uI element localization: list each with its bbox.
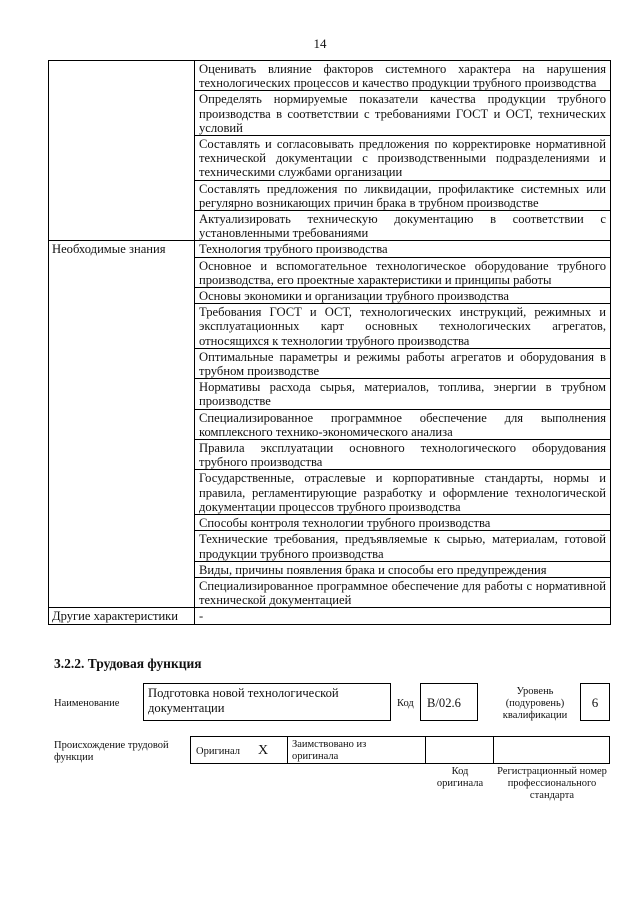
other-characteristics-value: - — [195, 608, 611, 624]
skill-cell: Актуализировать техническую документацию в соответствии с установленными требованиями — [195, 211, 611, 241]
origin-label: Происхождение трудовой функции — [54, 740, 169, 763]
divider — [287, 736, 288, 764]
code-box: В/02.6 — [420, 683, 478, 721]
knowledge-cell: Технические требования, предъявляемые к сырью, материалам, готовой продукции трубного производства — [195, 531, 611, 561]
original-mark: Х — [258, 743, 269, 758]
knowledge-cell: Оптимальные параметры и режимы работы агрегатов и оборудования в трубном производстве — [195, 348, 611, 378]
knowledge-cell: Основы экономики и организации трубного производства — [195, 288, 611, 304]
knowledge-cell: Нормативы расхода сырья, материалов, топлива, энергии в трубном производстве — [195, 379, 611, 409]
knowledge-cell: Способы контроля технологии трубного производства — [195, 515, 611, 531]
table-row — [49, 608, 611, 624]
section-heading: 3.2.2. Трудовая функция — [54, 656, 202, 671]
knowledge-cell: Виды, причины появления брака и способы его предупреждения — [195, 561, 611, 577]
table-row — [49, 241, 611, 257]
name-label: Наименование — [54, 698, 120, 709]
knowledge-cell: Требования ГОСТ и ОСТ, технологических инструкций, режимных и эксплуатационных карт основных технологических агрегатов, относящихся к технологии трубного производства — [195, 304, 611, 349]
table-row — [49, 61, 611, 91]
skill-cell: Определять нормируемые показатели качества продукции трубного производства в соответствии с требованиями ГОСТ и ОСТ, технических условий — [195, 91, 611, 136]
code-original-label: Код оригинала — [436, 766, 484, 789]
empty-label-cell — [49, 61, 195, 241]
original-label: Оригинал — [196, 746, 240, 757]
knowledge-cell: Технология трубного производства — [195, 241, 611, 257]
knowledge-cell: Правила эксплуатации основного технологического оборудования трубного производства — [195, 440, 611, 470]
borrowed-label: Заимствовано из оригинала — [292, 739, 367, 762]
divider — [493, 736, 494, 764]
level-label: Уровень (подуровень) квалификации — [502, 686, 568, 721]
skill-cell: Оценивать влияние факторов системного характера на нарушения технологических процессов и качество продукции трубного производства — [195, 61, 611, 91]
knowledge-cell: Государственные, отраслевые и корпоративные стандарты, нормы и правила, регламентирующие разработку и оформление технологической документации процессов трубного производства — [195, 470, 611, 515]
knowledge-cell: Специализированное программное обеспечение для работы с нормативной технической документацией — [195, 577, 611, 607]
reg-number-label: Регистрационный номер профессионального стандарта — [497, 766, 607, 801]
level-box: 6 — [580, 683, 610, 721]
knowledge-table — [48, 60, 611, 625]
divider — [425, 736, 426, 764]
other-characteristics-label: Другие характеристики — [49, 608, 195, 624]
knowledge-cell: Специализированное программное обеспечение для выполнения комплексного технико-экономического анализа — [195, 409, 611, 439]
knowledge-label: Необходимые знания — [49, 241, 195, 608]
skill-cell: Составлять и согласовывать предложения по корректировке нормативной технической документации с производственными подразделениями и техническими службами организации — [195, 136, 611, 181]
knowledge-cell: Основное и вспомогательное технологическое оборудование трубного производства, его проектные характеристики и принципы работы — [195, 257, 611, 287]
code-label: Код — [397, 698, 414, 709]
page-number: 14 — [313, 36, 327, 51]
skill-cell: Составлять предложения по ликвидации, профилактике системных или регулярно возникающих причин брака в трубном производстве — [195, 180, 611, 210]
function-name-box: Подготовка новой технологической документации — [143, 683, 391, 721]
